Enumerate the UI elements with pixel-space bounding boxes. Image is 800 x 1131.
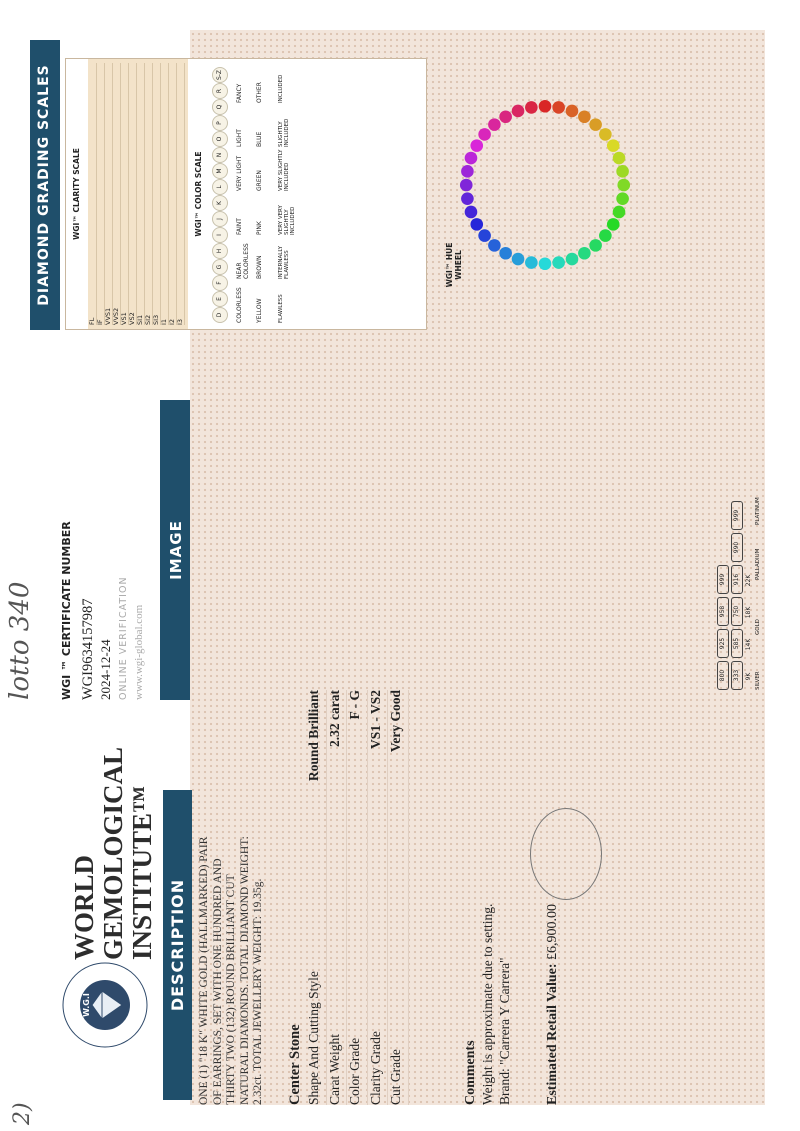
metal-label: PLATINUM bbox=[755, 497, 761, 525]
row-label: Carat Weight bbox=[326, 1033, 342, 1105]
silver-stamp: 958 bbox=[717, 597, 729, 626]
color-grade-letter: K bbox=[212, 195, 228, 211]
color-scale-title: WGI™ COLOR SCALE bbox=[194, 151, 203, 237]
row-label: Shape And Cutting Style bbox=[306, 971, 321, 1105]
clarity-group-label: SLIGHTLY INCLUDED bbox=[278, 118, 290, 147]
certificate-date: 2024-12-24 bbox=[98, 639, 113, 700]
row-label: Cut Grade bbox=[388, 1049, 403, 1105]
gold-karat-label: 18K bbox=[745, 606, 752, 619]
institute-name-line: GEMOLOGICAL bbox=[98, 746, 128, 960]
estimate-value: £6,900.00 bbox=[545, 903, 560, 960]
center-stone-title: Center Stone bbox=[287, 1024, 303, 1105]
clarity-grade: VVS1 bbox=[104, 63, 113, 325]
estimate-label: Estimated Retail Value: bbox=[545, 963, 560, 1105]
hallmark-table bbox=[715, 455, 768, 690]
color-grade-letter: Q bbox=[212, 99, 228, 115]
row-value: F - G bbox=[347, 690, 362, 720]
row-label: Color Grade bbox=[347, 1037, 362, 1105]
fancy-color-label: BROWN bbox=[256, 255, 263, 279]
clarity-group-label: INTERNALLY FLAWLESS bbox=[278, 245, 290, 279]
clarity-group-label: VERY SLIGHTLY INCLUDED bbox=[278, 149, 290, 191]
certificate-number-title: WGI ™ CERTIFICATE NUMBER bbox=[60, 521, 73, 700]
color-grade-letter: H bbox=[212, 243, 228, 259]
color-scale bbox=[208, 59, 422, 329]
color-grade-letter: E bbox=[212, 291, 228, 307]
gold-stamp: 990 bbox=[731, 533, 743, 562]
row-value: 2.32 carat bbox=[326, 690, 342, 747]
gold-karat-label: 22K bbox=[745, 574, 752, 587]
fancy-color-label: BLUE bbox=[256, 131, 263, 147]
clarity-grade: SI1 bbox=[136, 63, 145, 325]
image-heading: IMAGE bbox=[160, 400, 192, 700]
clarity-group-label: VERY VERY SLIGHTLY INCLUDED bbox=[278, 205, 296, 235]
comment-line: Weight is approximate due to setting. bbox=[480, 903, 495, 1105]
color-grade-letter: D bbox=[212, 307, 228, 323]
clarity-group-label: INCLUDED bbox=[278, 74, 284, 103]
description-line: THIRTY TWO (132) ROUND BRILLIANT CUT bbox=[225, 874, 238, 1105]
color-grade-letter: M bbox=[212, 163, 228, 179]
wgi-logo bbox=[60, 960, 150, 1050]
color-grade-letter: S-Z bbox=[212, 67, 228, 83]
clarity-grade: VS1 bbox=[120, 63, 129, 325]
color-grade-letter: J bbox=[212, 211, 228, 227]
metal-label: SILVER bbox=[755, 671, 761, 690]
handwritten-lot: lotto 340 bbox=[5, 581, 35, 700]
gold-karat-label: 9K bbox=[745, 672, 752, 681]
clarity-scale bbox=[88, 59, 188, 329]
description-line: ONE (1) "18 K" WHITE GOLD (HALLMARKED) PAIR bbox=[198, 836, 210, 1105]
description-line: 2.32ct. TOTAL JEWELLERY WEIGHT: 19.35g. bbox=[252, 878, 265, 1105]
description-heading: DESCRIPTION bbox=[163, 790, 192, 1100]
color-grade-letter: L bbox=[212, 179, 228, 195]
silver-stamp: 925 bbox=[717, 629, 729, 658]
color-grade-letter: F bbox=[212, 275, 228, 291]
clarity-grade: VS2 bbox=[128, 63, 137, 325]
estimate-circle-mark bbox=[530, 808, 602, 900]
clarity-grade: IF bbox=[96, 63, 105, 325]
gold-karat-label: 14K bbox=[745, 638, 752, 651]
center-stone-row bbox=[327, 690, 348, 1105]
color-grade-letter: R bbox=[212, 83, 228, 99]
grading-scales-heading: DIAMOND GRADING SCALES bbox=[30, 40, 60, 330]
description-line: OF EARRINGS, SET WITH ONE HUNDRED AND bbox=[211, 858, 224, 1105]
clarity-grade: I3 bbox=[176, 63, 185, 325]
comment-line: Brand: "Carrera Y Carrera" bbox=[497, 957, 512, 1105]
color-group-label: FAINT bbox=[236, 218, 243, 235]
hue-wheel-title: WGI™ HUE WHEEL bbox=[445, 242, 463, 288]
clarity-grade: SI3 bbox=[152, 63, 161, 325]
row-value: Round Brilliant bbox=[306, 690, 321, 782]
description-line: NATURAL DIAMONDS. TOTAL DIAMOND WEIGHT: bbox=[238, 836, 251, 1105]
clarity-group-label: FLAWLESS bbox=[278, 294, 284, 323]
clarity-grade: I1 bbox=[160, 63, 169, 325]
comments bbox=[462, 740, 515, 1105]
color-grade-letter: I bbox=[212, 227, 228, 243]
metal-label: GOLD bbox=[755, 619, 761, 635]
certificate-number: WGI9634157987 bbox=[80, 598, 96, 700]
metal-label: PALLADIUM bbox=[755, 548, 761, 580]
gold-stamp: 333 bbox=[731, 661, 743, 690]
row-value: VS1 - VS2 bbox=[367, 690, 383, 750]
color-grade-letter: P bbox=[212, 115, 228, 131]
institute-name bbox=[70, 745, 165, 960]
color-group-label: LIGHT bbox=[236, 129, 243, 147]
institute-name-line: WORLD bbox=[69, 854, 99, 960]
institute-name-line: INSTITUTE™ bbox=[127, 785, 157, 960]
color-group-label: NEAR COLORLESS bbox=[236, 243, 250, 279]
clarity-grade: FL bbox=[88, 63, 97, 325]
color-group-label: COLORLESS bbox=[236, 287, 243, 323]
clarity-grade: VVS2 bbox=[112, 63, 121, 325]
center-stone-row bbox=[306, 690, 327, 1105]
clarity-scale-title: WGI™ CLARITY SCALE bbox=[72, 148, 81, 240]
online-verification-label: ONLINE VERIFICATION bbox=[118, 576, 129, 700]
row-label: Clarity Grade bbox=[367, 1031, 383, 1105]
color-grade-letter: G bbox=[212, 259, 228, 275]
hue-wheel bbox=[440, 80, 650, 290]
color-grade-letter: O bbox=[212, 131, 228, 147]
clarity-grade: I2 bbox=[168, 63, 177, 325]
fancy-color-label: YELLOW bbox=[256, 298, 263, 323]
clarity-grade: SI2 bbox=[144, 63, 153, 325]
gold-stamp: 916 bbox=[731, 565, 743, 594]
description-text bbox=[198, 690, 266, 1105]
grading-table bbox=[65, 58, 427, 330]
fancy-color-label: OTHER bbox=[256, 82, 263, 103]
fancy-color-label: PINK bbox=[256, 221, 263, 235]
center-stone-row bbox=[388, 690, 409, 1105]
center-stone-row bbox=[347, 690, 368, 1105]
gold-stamp: 750 bbox=[731, 597, 743, 626]
verification-url: www.wgi-global.com bbox=[133, 604, 145, 700]
silver-stamp: 999 bbox=[717, 565, 729, 594]
svg-text:W.G.I: W.G.I bbox=[82, 993, 91, 1017]
gold-stamp: 999 bbox=[731, 501, 743, 530]
row-value: Very Good bbox=[388, 690, 403, 753]
silver-stamp: 800 bbox=[717, 661, 729, 690]
handwritten-number: 2) bbox=[10, 1102, 35, 1125]
center-stone bbox=[287, 690, 420, 1105]
color-group-label: VERY LIGHT bbox=[236, 155, 243, 191]
center-stone-row bbox=[368, 690, 389, 1105]
gold-stamp: 585 bbox=[731, 629, 743, 658]
color-grade-letter: N bbox=[212, 147, 228, 163]
color-group-label: FANCY bbox=[236, 83, 243, 103]
comments-title: Comments bbox=[463, 1040, 478, 1105]
fancy-color-label: GREEN bbox=[256, 170, 263, 191]
